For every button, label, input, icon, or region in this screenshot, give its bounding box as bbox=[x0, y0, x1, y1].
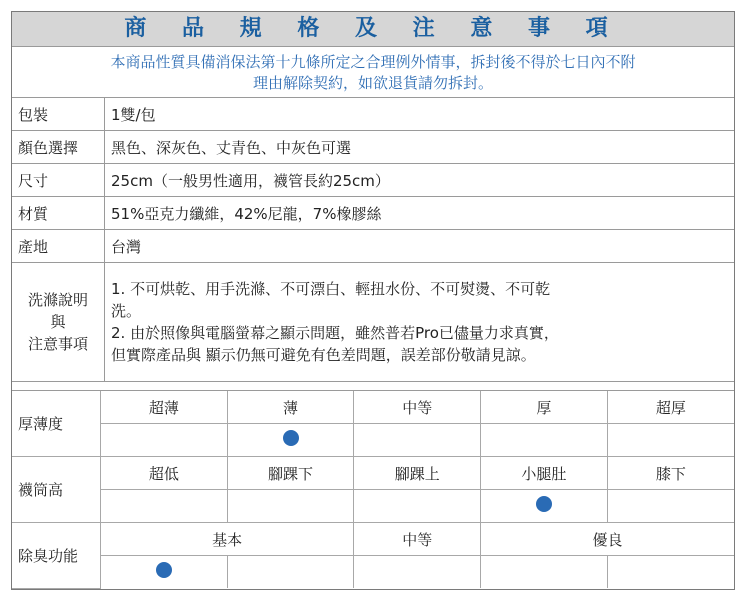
spec-label: 產地 bbox=[12, 230, 105, 263]
spec-row-colors bbox=[12, 131, 734, 164]
rating-marks-thickness bbox=[12, 424, 734, 457]
spec-row-material bbox=[12, 197, 734, 230]
rating-mark-cell bbox=[481, 556, 608, 589]
rating-mark-cell bbox=[101, 424, 228, 457]
spec-label: 包裝 bbox=[12, 98, 105, 131]
rating-label-deodorant: 除臭功能 bbox=[12, 523, 101, 589]
selected-dot bbox=[536, 496, 552, 512]
spec-row-origin bbox=[12, 230, 734, 263]
care-text bbox=[105, 263, 735, 382]
rating-option: 小腿肚 bbox=[481, 457, 608, 490]
care-line: 但實際產品與 顯示仍無可避免有色差問題，誤差部份敬請見諒。 bbox=[111, 346, 536, 364]
rating-option: 腳踝下 bbox=[227, 457, 354, 490]
rating-option: 薄 bbox=[227, 391, 354, 424]
spec-table bbox=[12, 98, 734, 382]
rating-options-height bbox=[12, 457, 734, 490]
spec-value: 台灣 bbox=[105, 230, 735, 263]
spec-row-care bbox=[12, 263, 734, 382]
selected-dot bbox=[283, 430, 299, 446]
rating-mark-cell bbox=[354, 424, 481, 457]
rating-mark-cell bbox=[227, 490, 354, 523]
rating-option: 中等 bbox=[354, 523, 481, 556]
care-line: 洗。 bbox=[111, 302, 142, 320]
rating-option: 優良 bbox=[481, 523, 734, 556]
rating-option: 超厚 bbox=[607, 391, 734, 424]
rating-mark-cell bbox=[481, 490, 608, 523]
spec-value: 51%亞克力纖維，42%尼龍，7%橡膠絲 bbox=[105, 197, 735, 230]
selected-dot bbox=[156, 562, 172, 578]
rating-mark-cell bbox=[101, 490, 228, 523]
rating-options-deodorant bbox=[12, 523, 734, 556]
rating-label-thickness: 厚薄度 bbox=[12, 391, 101, 457]
return-notice bbox=[12, 47, 734, 98]
spec-label: 顏色選擇 bbox=[12, 131, 105, 164]
sheet-title: 商 品 規 格 及 注 意 事 項 bbox=[12, 12, 734, 47]
section-gap bbox=[12, 382, 734, 391]
rating-option: 基本 bbox=[101, 523, 354, 556]
notice-line-2: 理由解除契約，如欲退貨請勿拆封。 bbox=[252, 74, 493, 92]
rating-options-thickness bbox=[12, 391, 734, 424]
spec-value: 25cm（一般男性適用，襪管長約25cm） bbox=[105, 164, 735, 197]
spec-sheet bbox=[11, 11, 735, 590]
rating-mark-cell bbox=[607, 424, 734, 457]
spec-value: 黑色、深灰色、丈青色、中灰色可選 bbox=[105, 131, 735, 164]
care-line: 2. 由於照像與電腦螢幕之顯示問題，雖然普若Pro已儘量力求真實， bbox=[111, 324, 559, 342]
rating-option: 膝下 bbox=[607, 457, 734, 490]
rating-mark-cell bbox=[354, 490, 481, 523]
care-label-line: 洗滌說明 bbox=[27, 291, 88, 309]
spec-label: 尺寸 bbox=[12, 164, 105, 197]
rating-label-height: 襪筒高 bbox=[12, 457, 101, 523]
rating-grid bbox=[12, 391, 734, 589]
rating-mark-cell bbox=[227, 556, 354, 589]
rating-mark-cell bbox=[607, 490, 734, 523]
rating-option: 中等 bbox=[354, 391, 481, 424]
spec-label: 材質 bbox=[12, 197, 105, 230]
rating-option: 腳踝上 bbox=[354, 457, 481, 490]
spec-value: 1雙/包 bbox=[105, 98, 735, 131]
rating-mark-cell bbox=[607, 556, 734, 589]
rating-option: 厚 bbox=[481, 391, 608, 424]
rating-mark-cell bbox=[481, 424, 608, 457]
rating-marks-height bbox=[12, 490, 734, 523]
spec-row-packaging bbox=[12, 98, 734, 131]
rating-option: 超薄 bbox=[101, 391, 228, 424]
rating-mark-cell bbox=[101, 556, 228, 589]
rating-option: 超低 bbox=[101, 457, 228, 490]
care-label-line: 與 bbox=[50, 313, 66, 331]
care-label bbox=[12, 263, 105, 382]
spec-row-size bbox=[12, 164, 734, 197]
rating-marks-deodorant bbox=[12, 556, 734, 589]
care-label-line: 注意事項 bbox=[27, 335, 88, 353]
notice-line-1: 本商品性質具備消保法第十九條所定之合理例外情事，拆封後不得於七日內不附 bbox=[110, 53, 636, 71]
care-line: 1. 不可烘乾、用手洗滌、不可漂白、輕扭水份、不可熨燙、不可乾 bbox=[111, 280, 551, 298]
rating-mark-cell bbox=[354, 556, 481, 589]
rating-mark-cell bbox=[227, 424, 354, 457]
